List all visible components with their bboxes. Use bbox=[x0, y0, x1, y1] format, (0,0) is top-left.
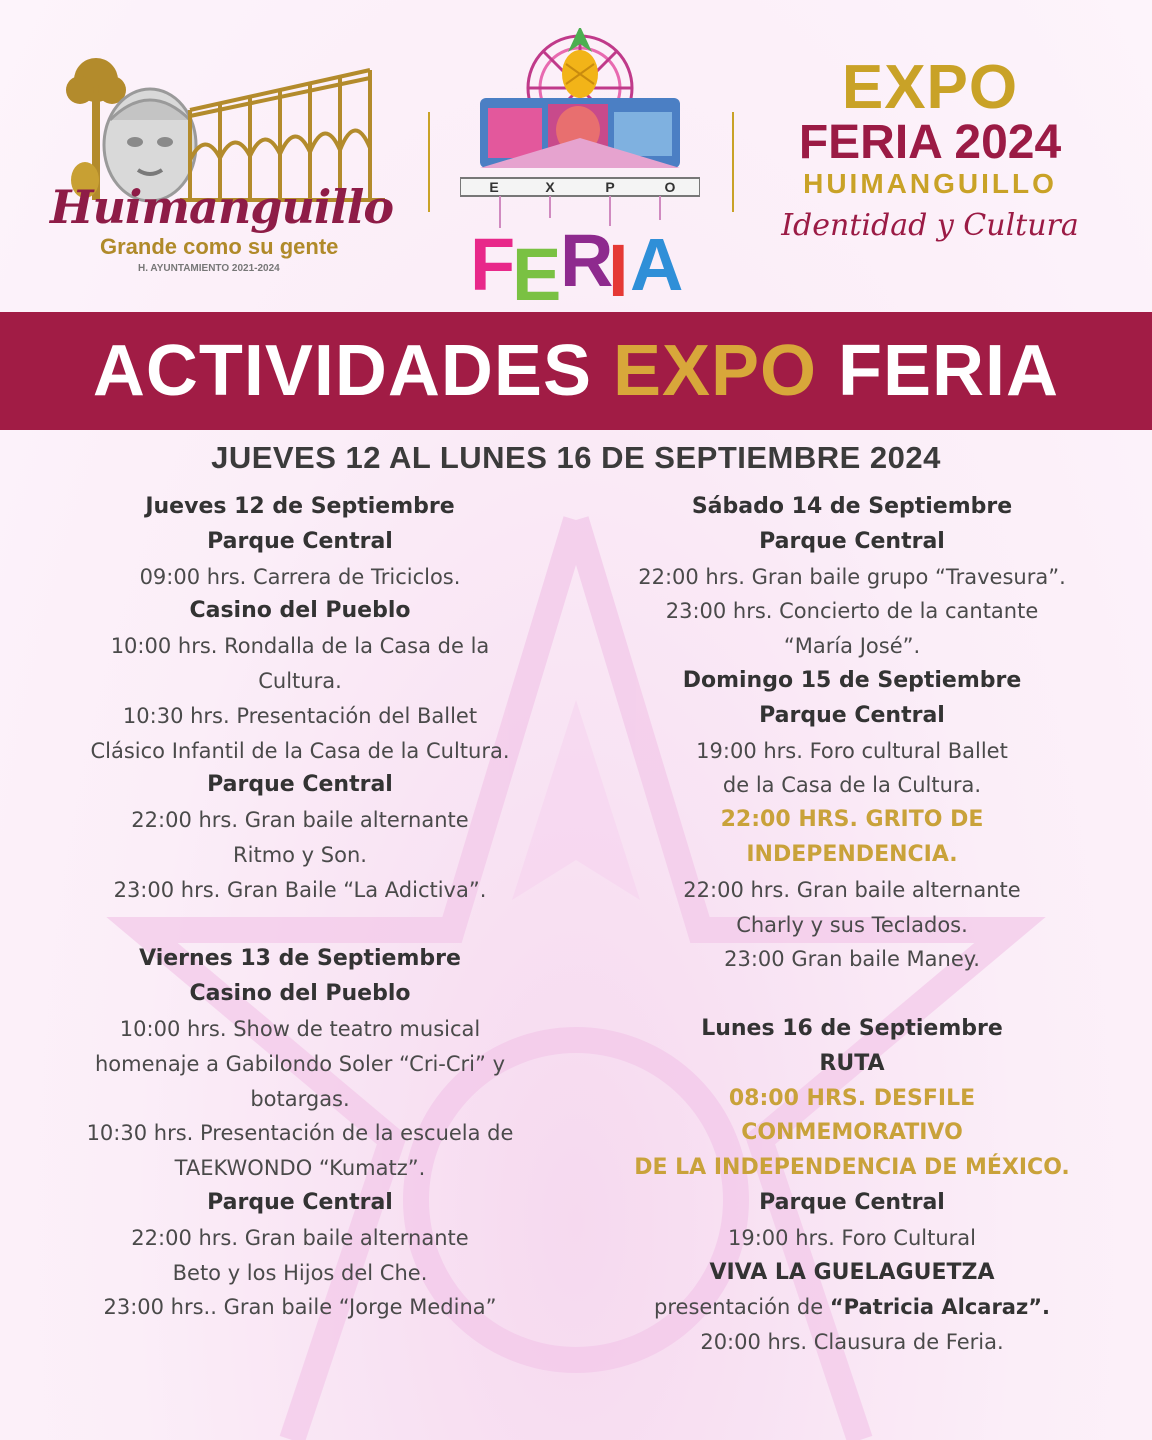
venue-heading: Parque Central bbox=[759, 1189, 945, 1215]
event-line: 10:30 hrs. Presentación de la escuela de bbox=[86, 1121, 514, 1146]
event-line: 22:00 hrs. Gran baile grupo “Travesura”. bbox=[638, 564, 1066, 589]
expo-letter: P bbox=[605, 179, 615, 195]
event-line: 19:00 hrs. Foro cultural Ballet bbox=[696, 738, 1008, 763]
venue-heading: Casino del Pueblo bbox=[189, 598, 411, 624]
venue-heading: Parque Central bbox=[207, 1189, 393, 1215]
event-line bbox=[582, 1290, 1122, 1325]
venue-heading: Parque Central bbox=[207, 528, 393, 554]
event-line: de la Casa de la Cultura. bbox=[722, 773, 982, 798]
event-line: TAEKWONDO “Kumatz”. bbox=[174, 1156, 426, 1181]
highlight-event: DE LA INDEPENDENCIA DE MÉXICO. bbox=[634, 1155, 1070, 1181]
header bbox=[0, 0, 1152, 312]
feria-letter-f: F bbox=[470, 223, 516, 306]
banner-title-part1: ACTIVIDADES bbox=[92, 331, 613, 411]
brand-block bbox=[760, 53, 1100, 248]
expo-letter: E bbox=[489, 179, 499, 195]
event-line: botargas. bbox=[250, 1086, 350, 1111]
event-line: 10:00 hrs. Show de teatro musical bbox=[119, 1016, 481, 1041]
brand-city: HUIMANGUILLO bbox=[803, 168, 1057, 199]
banner-title-part3: FERIA bbox=[817, 331, 1060, 411]
day-heading: Domingo 15 de Septiembre bbox=[682, 667, 1022, 693]
expo-letter: X bbox=[545, 179, 555, 195]
venue-heading: Parque Central bbox=[759, 702, 945, 728]
event-line: Cultura. bbox=[258, 668, 342, 693]
municipal-logo-tagline: Grande como su gente bbox=[100, 234, 339, 259]
venue-heading: Casino del Pueblo bbox=[189, 981, 411, 1007]
event-line: Beto y los Hijos del Che. bbox=[172, 1260, 428, 1285]
event-line: 19:00 hrs. Foro Cultural bbox=[728, 1225, 976, 1250]
day-heading: Sábado 14 de Septiembre bbox=[691, 494, 1013, 519]
event-line: 10:30 hrs. Presentación del Ballet bbox=[122, 703, 478, 728]
event-line: Charly y sus Teclados. bbox=[736, 912, 968, 937]
banner-title-highlight: EXPO bbox=[612, 331, 818, 411]
event-line: 23:00 hrs. Gran Baile “La Adictiva”. bbox=[113, 877, 487, 902]
day-heading: Viernes 13 de Septiembre bbox=[139, 946, 461, 972]
highlight-event: 22:00 HRS. GRITO DE bbox=[720, 807, 984, 833]
feria-letter-a: A bbox=[630, 223, 684, 306]
feria-letter-e: E bbox=[512, 233, 562, 308]
venue-heading: Parque Central bbox=[207, 772, 393, 798]
event-line: Clásico Infantil de la Casa de la Cultura. bbox=[90, 738, 510, 763]
spacer bbox=[30, 908, 570, 943]
date-range: JUEVES 12 AL LUNES 16 DE SEPTIEMBRE 2024 bbox=[211, 440, 941, 475]
event-title: VIVA LA GUELAGUETZA bbox=[709, 1259, 995, 1285]
header-divider bbox=[732, 112, 734, 212]
expo-feria-logo bbox=[460, 28, 700, 308]
event-line: 23:00 hrs.. Gran baile “Jorge Medina” bbox=[103, 1295, 497, 1320]
venue-heading: RUTA bbox=[819, 1050, 885, 1076]
event-line: 20:00 hrs. Clausura de Feria. bbox=[700, 1330, 1004, 1355]
event-line: Ritmo y Son. bbox=[233, 842, 367, 867]
feria-letter-i: I bbox=[608, 229, 629, 308]
municipal-logo-caption: H. AYUNTAMIENTO 2021-2024 bbox=[138, 263, 280, 274]
venue-heading: Parque Central bbox=[759, 528, 945, 554]
event-line: 22:00 hrs. Gran baile alternante bbox=[131, 1225, 469, 1250]
event-line: 23:00 hrs. Concierto de la cantante bbox=[665, 599, 1039, 624]
expo-letter: O bbox=[664, 179, 676, 195]
schedule-right-column bbox=[582, 490, 1122, 1360]
spacer bbox=[582, 977, 1122, 1012]
schedule-left-column bbox=[30, 490, 570, 1325]
brand-feria-year: FERIA 2024 bbox=[798, 116, 1062, 169]
day-heading: Lunes 16 de Septiembre bbox=[701, 1015, 1003, 1041]
event-line: 09:00 hrs. Carrera de Triciclos. bbox=[139, 564, 461, 589]
municipal-logo-script: Huimanguillo bbox=[50, 180, 394, 234]
event-line: 22:00 hrs. Gran baile alternante bbox=[683, 877, 1021, 902]
event-line: 23:00 Gran baile Maney. bbox=[724, 947, 980, 972]
event-line: homenaje a Gabilondo Soler “Cri-Cri” y bbox=[94, 1051, 506, 1076]
feria-letter-r: R bbox=[560, 219, 614, 302]
day-heading: Jueves 12 de Septiembre bbox=[145, 494, 455, 519]
header-divider bbox=[428, 112, 430, 212]
brand-expo: EXPO bbox=[841, 53, 1019, 122]
event-line-prefix: presentación de bbox=[654, 1295, 830, 1320]
event-line: “María José”. bbox=[783, 634, 921, 659]
title-banner bbox=[0, 312, 1152, 430]
banner-title bbox=[93, 330, 1059, 412]
highlight-event: INDEPENDENCIA. bbox=[746, 841, 958, 867]
highlight-event: CONMEMORATIVO bbox=[741, 1120, 963, 1146]
highlight-event: 08:00 HRS. DESFILE bbox=[728, 1085, 976, 1111]
event-line: 22:00 hrs. Gran baile alternante bbox=[131, 808, 469, 833]
performer-name: “Patricia Alcaraz”. bbox=[829, 1295, 1050, 1320]
brand-slogan: Identidad y Cultura bbox=[781, 208, 1079, 243]
event-line: 10:00 hrs. Rondalla de la Casa de la bbox=[110, 634, 490, 659]
